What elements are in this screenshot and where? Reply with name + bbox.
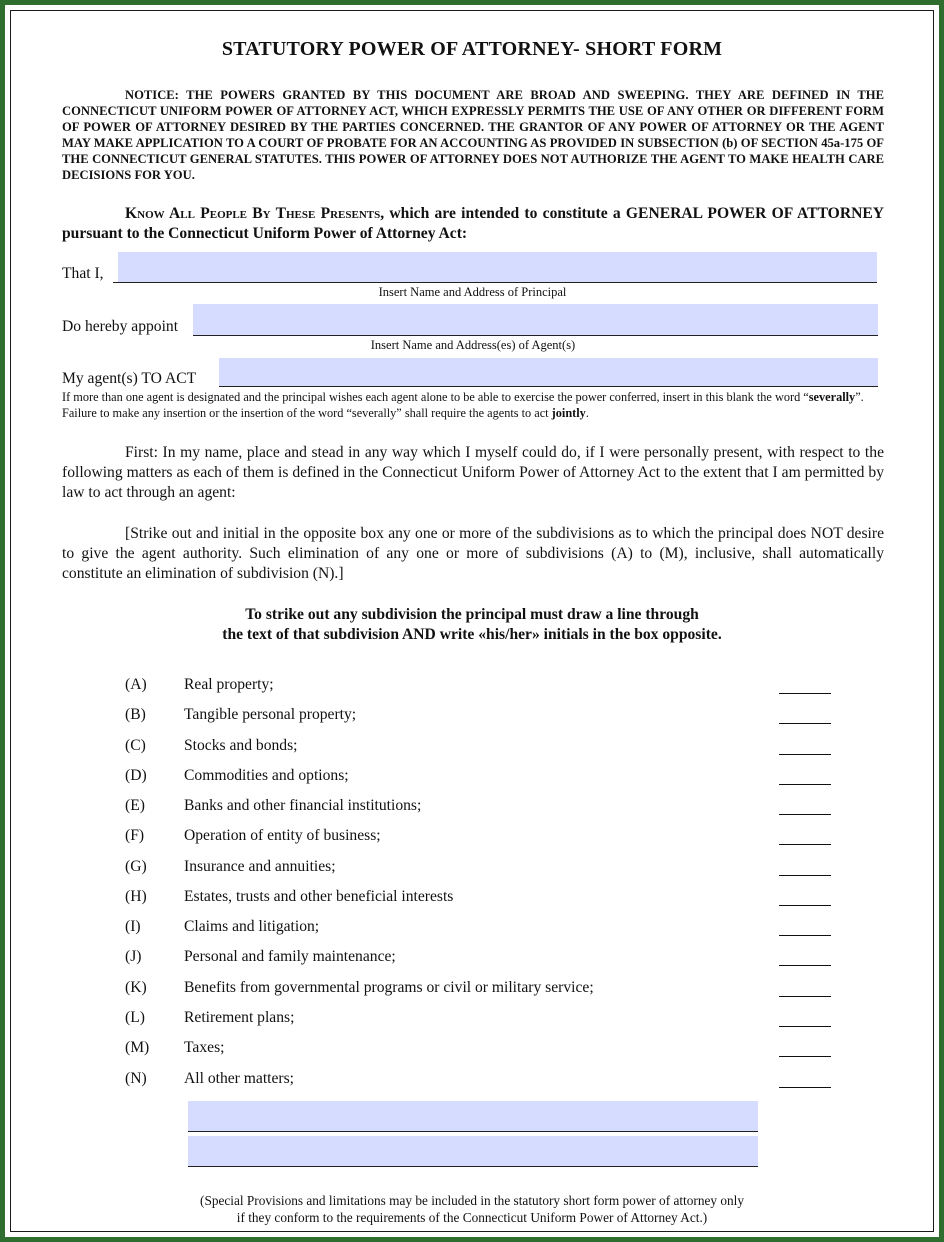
subdivision-letter: (M) bbox=[125, 1039, 150, 1056]
subdivision-row bbox=[0, 948, 944, 970]
subdivision-letter: (F) bbox=[125, 827, 145, 844]
subdivision-text: Insurance and annuities; bbox=[184, 858, 336, 875]
subdivision-letter: (J) bbox=[125, 948, 142, 965]
subdivision-letter: (K) bbox=[125, 979, 147, 996]
subdivision-letter: (N) bbox=[125, 1070, 147, 1087]
subdivision-text: Tangible personal property; bbox=[184, 706, 357, 723]
subdivision-letter: (C) bbox=[125, 737, 146, 754]
agent-label: Do hereby appoint bbox=[62, 318, 179, 335]
special-provisions-line-2[interactable] bbox=[188, 1136, 758, 1167]
subdivision-row bbox=[0, 737, 944, 759]
initials-blank[interactable] bbox=[779, 996, 831, 997]
subdivision-text: Banks and other financial institutions; bbox=[184, 797, 422, 814]
principal-caption: Insert Name and Address of Principal bbox=[378, 285, 567, 299]
act-note-part-1: If more than one agent is designated and the principal wishes each agent alone to be able to exercise the power conferred, insert in this blank the word “ bbox=[62, 390, 809, 404]
know-all-paragraph bbox=[62, 204, 884, 244]
principal-input[interactable] bbox=[118, 252, 877, 283]
strike-heading-line-2: the text of that subdivision AND write «his/her» initials in the box opposite. bbox=[222, 626, 722, 643]
initials-blank[interactable] bbox=[779, 754, 831, 755]
subdivision-text: Claims and litigation; bbox=[184, 918, 320, 935]
know-all-rest: , which are intended to constitute a GENERAL POWER OF ATTORNEY pursuant to the Connecticut Uniform Power of Attorney Act: bbox=[62, 205, 884, 242]
subdivision-letter: (E) bbox=[125, 797, 145, 814]
initials-blank[interactable] bbox=[779, 723, 831, 724]
subdivision-letter: (A) bbox=[125, 676, 147, 693]
subdivision-letter: (G) bbox=[125, 858, 147, 875]
subdivision-row bbox=[0, 706, 944, 728]
first-lead: First bbox=[125, 444, 154, 461]
subdivision-row bbox=[0, 918, 944, 940]
document-title: STATUTORY POWER OF ATTORNEY- SHORT FORM bbox=[221, 38, 723, 60]
subdivision-text: Taxes; bbox=[184, 1039, 225, 1056]
footnote-line-1: (Special Provisions and limitations may be included in the statutory short form power of attorney only bbox=[200, 1193, 744, 1208]
act-note bbox=[62, 389, 884, 421]
initials-blank[interactable] bbox=[779, 784, 831, 785]
act-input[interactable] bbox=[219, 358, 878, 387]
know-all-lead: Know All People By These Presents bbox=[125, 205, 381, 222]
subdivision-row bbox=[0, 858, 944, 880]
subdivision-letter: (D) bbox=[125, 767, 147, 784]
agent-input[interactable] bbox=[193, 304, 878, 336]
initials-blank[interactable] bbox=[779, 1056, 831, 1057]
initials-blank[interactable] bbox=[779, 965, 831, 966]
subdivision-text: All other matters; bbox=[184, 1070, 294, 1087]
subdivision-letter: (B) bbox=[125, 706, 146, 723]
special-provisions-line-1[interactable] bbox=[188, 1101, 758, 1132]
subdivision-row bbox=[0, 797, 944, 819]
initials-blank[interactable] bbox=[779, 875, 831, 876]
initials-blank[interactable] bbox=[779, 1087, 831, 1088]
subdivision-text: Benefits from governmental programs or civil or military service; bbox=[184, 979, 594, 996]
subdivision-text: Estates, trusts and other beneficial interests bbox=[184, 888, 454, 905]
act-note-jointly: jointly bbox=[551, 406, 586, 420]
subdivision-text: Real property; bbox=[184, 676, 274, 693]
initials-blank[interactable] bbox=[779, 693, 831, 694]
subdivision-row bbox=[0, 827, 944, 849]
act-label: My agent(s) TO ACT bbox=[62, 370, 197, 387]
agent-caption: Insert Name and Address(es) of Agent(s) bbox=[370, 338, 576, 352]
subdivision-row bbox=[0, 767, 944, 789]
strike-heading-line-1: To strike out any subdivision the principal must draw a line through bbox=[245, 606, 699, 623]
act-note-part-2: ”. Failure to make any insertion or the insertion of the word “severally” shall require the agents to act bbox=[62, 390, 864, 420]
subdivision-letter: (I) bbox=[125, 918, 141, 935]
first-text: : In my name, place and stead in any way which I myself could do, if I were personally present, with respect to the following matters as each of them is defined in the Connecticut Uniform Power of Attorney Act to the extent that I am permitted by law to act through an agent: bbox=[62, 444, 884, 501]
subdivision-row bbox=[0, 888, 944, 910]
subdivision-row bbox=[0, 979, 944, 1001]
strike-instructions: [Strike out and initial in the opposite box any one or more of the subdivisions as to which the principal does NOT desire to give the agent authority. Such elimination of any one or more of subdivisions (A) to (M), inclusive, shall automatically constitute an elimination of subdivision (N).] bbox=[62, 525, 884, 582]
subdivision-row bbox=[0, 1070, 944, 1092]
subdivision-letter: (L) bbox=[125, 1009, 145, 1026]
subdivision-text: Retirement plans; bbox=[184, 1009, 295, 1026]
subdivision-row bbox=[0, 1039, 944, 1061]
subdivision-text: Personal and family maintenance; bbox=[184, 948, 396, 965]
footnote-line-2: if they conform to the requirements of the Connecticut Uniform Power of Attorney Act.) bbox=[236, 1210, 708, 1225]
act-note-part-3: . bbox=[585, 406, 589, 420]
initials-blank[interactable] bbox=[779, 844, 831, 845]
initials-blank[interactable] bbox=[779, 935, 831, 936]
subdivision-row bbox=[0, 1009, 944, 1031]
initials-blank[interactable] bbox=[779, 814, 831, 815]
subdivision-row bbox=[0, 676, 944, 698]
subdivision-letter: (H) bbox=[125, 888, 147, 905]
principal-label: That I, bbox=[62, 265, 104, 282]
act-note-severally: severally bbox=[808, 390, 856, 404]
subdivision-text: Commodities and options; bbox=[184, 767, 349, 784]
notice-paragraph: NOTICE: THE POWERS GRANTED BY THIS DOCUMENT ARE BROAD AND SWEEPING. THEY ARE DEFINED IN THE CONNECTICUT UNIFORM POWER OF ATTORNEY ACT, WHICH EXPRESSLY PERMITS THE USE OF ANY OTHER OR DIFFERENT FORM OF POWER OF ATTORNEY DESIRED BY THE PARTIES CONCERNED. THE GRANTOR OF ANY POWER OF ATTORNEY OR THE AGENT MAY MAKE APPLICATION TO A COURT OF PROBATE FOR AN ACCOUNTING AS PROVIDED IN SUBSECTION (b) OF SECTION 45a-175 OF THE CONNECTICUT GENERAL STATUTES. THIS POWER OF ATTORNEY DOES NOT AUTHORIZE THE AGENT TO MAKE HEALTH CARE DECISIONS FOR YOU. bbox=[62, 88, 884, 182]
initials-blank[interactable] bbox=[779, 1026, 831, 1027]
initials-blank[interactable] bbox=[779, 905, 831, 906]
subdivision-text: Stocks and bonds; bbox=[184, 737, 298, 754]
first-paragraph bbox=[62, 443, 884, 503]
subdivision-text: Operation of entity of business; bbox=[184, 827, 381, 844]
